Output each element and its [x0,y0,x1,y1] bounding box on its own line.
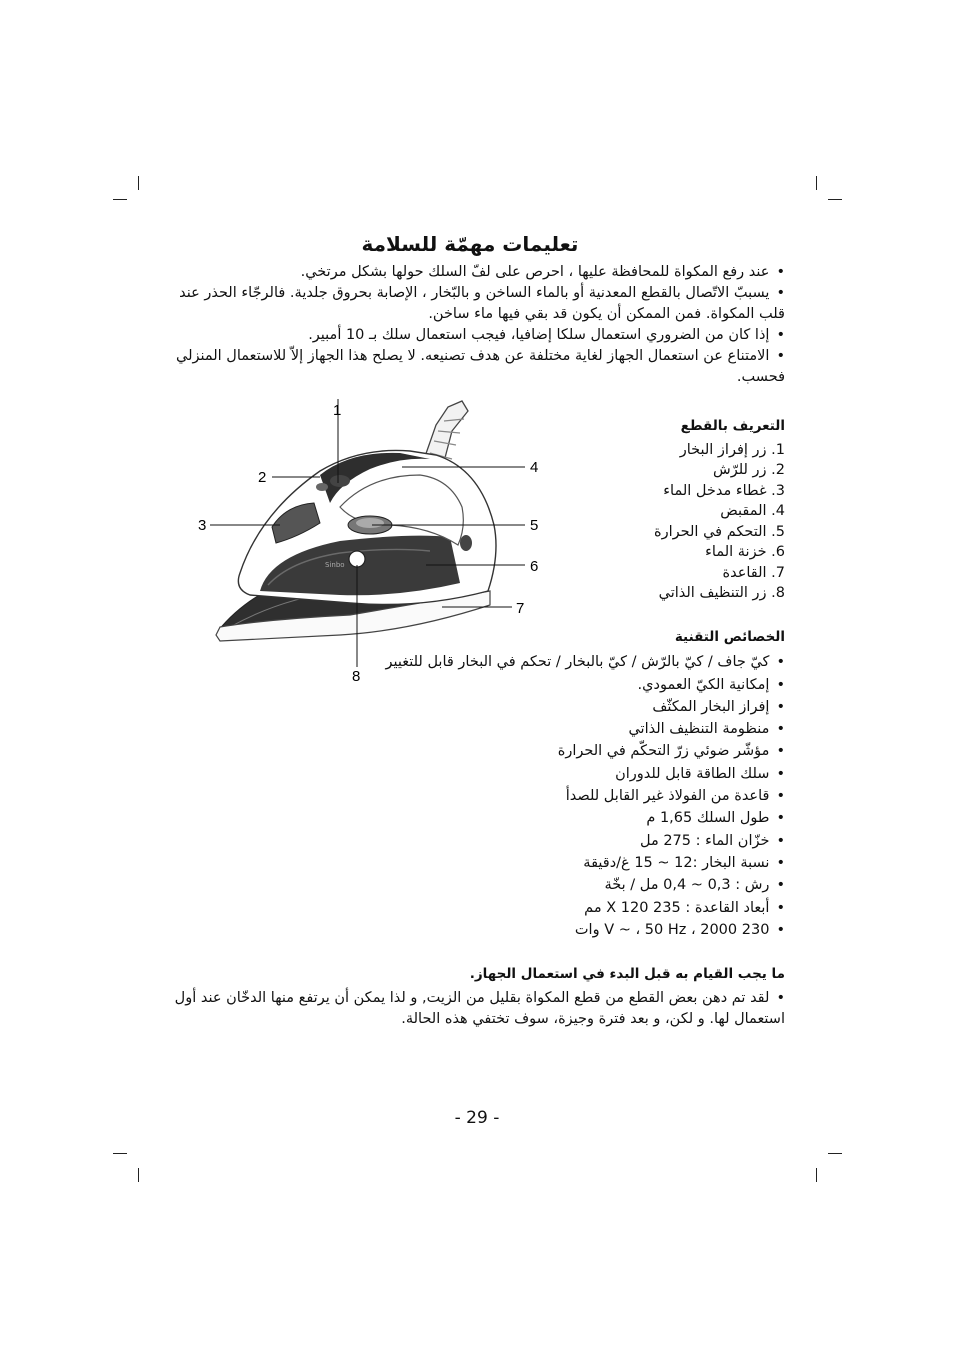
self-clean-button [349,551,365,567]
list-item: 7. القاعدة [722,564,785,581]
list-item: 4. المقبض [720,503,785,519]
page-title: تعليمات مهمّة للسلامة [361,232,579,256]
prep-heading: ما يجب القيام به قبل البدء في استعمال الجهاز. [469,966,785,982]
specs-heading: الخصائص التقنية [674,629,785,645]
crop-mark [138,1168,139,1182]
callout-6: 6 [530,558,539,575]
brand-label: Sinbo [325,561,345,569]
crop-mark [816,176,817,190]
spray-button [316,483,328,491]
page-number: - 29 - [454,1108,500,1128]
crop-mark [113,199,127,200]
prep-section [170,964,785,1030]
list-item: • مؤشّر ضوئي زرّ التحكّم في الحرارة [360,740,785,762]
list-item: 8. زر التنظيف الذاتي [658,585,785,601]
list-item: • نسبة البخار :12 ~ 15 غ/دقيقة [360,852,785,874]
specs-section [360,626,785,941]
list-item: • كيّ جاف / كيّ بالرّش / كيّ بالبخار / تحكم في البخار قابل للتغيير [360,651,785,673]
list-item: 3. غطاء مدخل الماء [663,482,785,499]
list-item: 2. زر للرّش [713,462,785,478]
list-item: • إفراز البخار المكثّف [360,696,785,718]
list-item: • خزّان الماء : 275 مل [360,830,785,852]
crop-mark [828,199,842,200]
list-item: • عند رفع المكواة للمحافظة عليها ، احرص على لفّ السلك حولها بشكل مرتخي. [170,262,785,283]
indicator-light [460,535,472,551]
parts-list [560,440,785,604]
crop-mark [816,1168,817,1182]
specs-list [360,651,785,941]
list-item: • سلك الطاقة قابل للدوران [360,763,785,785]
list-item: 5. التحكم في الحرارة [654,523,785,540]
parts-section [560,416,785,604]
parts-heading: التعريف بالقطع [680,418,785,434]
callout-2: 2 [258,469,267,486]
list-item: • إذا كان من الضروري استعمال سلكا إضافيا، فيجب استعمال سلك بـ 10 أمبير. [170,325,785,346]
list-item: • رش : 0,3 ~ 0,4 مل / بخّة [360,874,785,896]
crop-mark [828,1153,842,1154]
list-item: • إمكانية الكيّ العمودي. [360,674,785,696]
list-item: 1. زر إفراز البخار [679,441,785,458]
list-item: • قاعدة من الفولاذ غير القابل للصدأ [360,785,785,807]
list-item: • منظومة التنظيف الذاتي [360,718,785,740]
callout-7: 7 [516,600,525,617]
list-item: • أبعاد القاعدة : 235 X 120 مم [360,897,785,919]
safety-list [170,262,785,388]
callout-1: 1 [333,402,342,419]
list-item: • يسببّ الاتّصال بالقطع المعدنية أو بالماء الساخن و بالبّخار ، الإصابة بحروق جلدية. فالرجّاء الحذر عند قلب المكواة. فمن الممكن أن يكون قد بقي فيها ماء ساخن. [170,283,785,325]
crop-mark [138,176,139,190]
list-item: • الامتناع عن استعمال الجهاز لغاية مختلفة عن هدف تصنيعه. لا يصلح هذا الجهاز إلاّ للاستعمال المنزلي فحسب. [170,346,785,388]
callout-3: 3 [198,517,207,534]
prep-text: • لقد تم دهن بعض القطع من قطع المكواة بقليل من الزيت, و لذا يمكن أن يرتفع منها الدخّان عند أول استعمال لها. و لكن، و بعد فترة وجيزة، سوف تختفي هذه الحالة. [170,988,785,1030]
callout-8: 8 [352,668,361,685]
list-item: • طول السلك 1,65 م [360,807,785,829]
crop-mark [113,1153,127,1154]
steam-button [330,475,350,487]
list-item: • 230 V ~ ، 50 Hz ، 2000 وات [360,919,785,941]
callout-4: 4 [530,459,539,476]
list-item: 6. خزنة الماء [705,544,785,560]
callout-5: 5 [530,517,539,534]
